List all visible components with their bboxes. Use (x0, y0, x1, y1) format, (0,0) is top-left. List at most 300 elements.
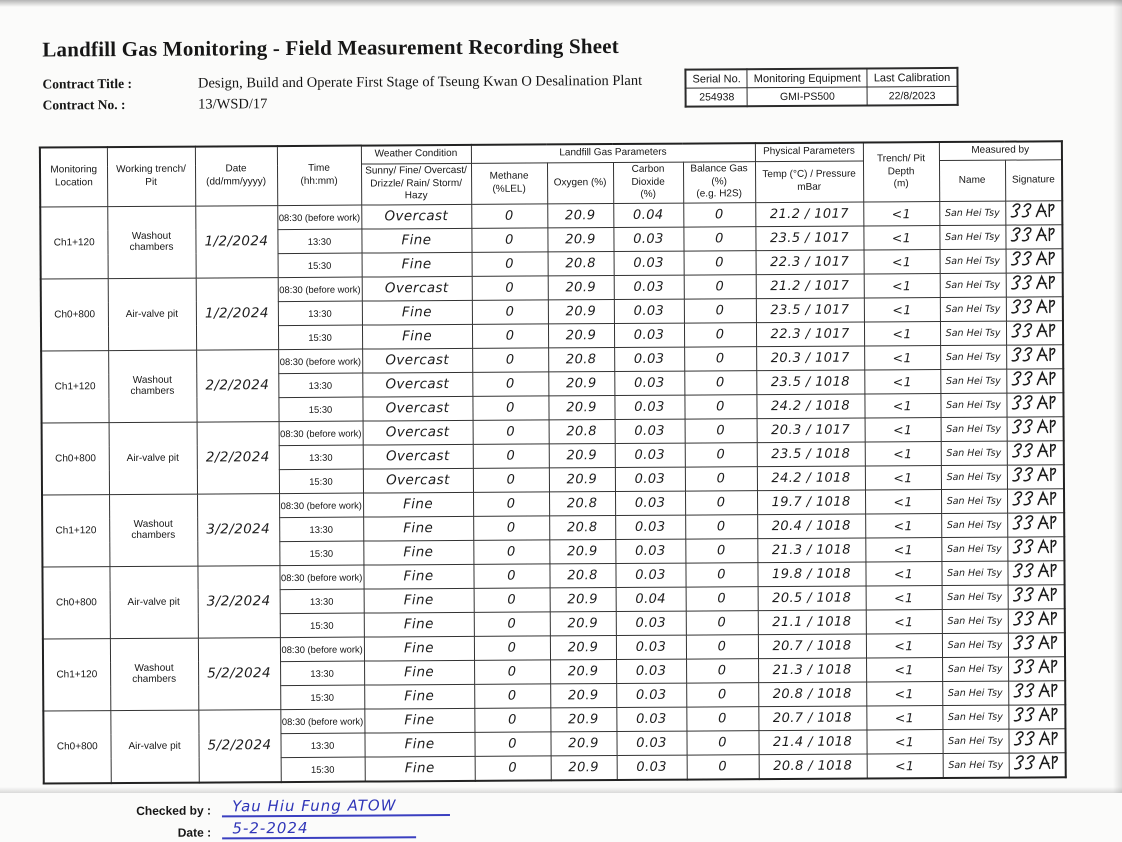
cell-weather: Overcast (362, 348, 472, 373)
cell-time: 13:30 (279, 517, 363, 542)
cell-depth: <1 (863, 225, 939, 249)
signature-scribble (1011, 249, 1057, 267)
signature-scribble (1012, 489, 1058, 507)
cell-time: 13:30 (279, 445, 363, 470)
col-header-depth: Trench/ Pit Depth (m) (863, 142, 939, 201)
cell-methane: 0 (473, 491, 549, 515)
cell-monitoring-location: Ch0+800 (43, 710, 110, 783)
cell-measured-by-name: San Hei Tsy (941, 513, 1007, 537)
cell-time: 15:30 (279, 469, 363, 494)
cell-oxygen: 20.9 (547, 203, 613, 227)
cell-balance-gas: 0 (684, 394, 756, 418)
cell-methane: 0 (473, 515, 549, 539)
cell-time: 13:30 (277, 229, 361, 254)
cell-balance-gas: 0 (685, 514, 757, 538)
cell-time: 08:30 (before work) (279, 421, 363, 446)
cell-depth: <1 (865, 441, 941, 465)
cell-weather: Fine (362, 300, 472, 325)
col-header-measured-by: Measured by (939, 141, 1062, 160)
cell-oxygen: 20.9 (548, 275, 614, 299)
cell-methane: 0 (472, 395, 548, 419)
contract-header (0, 70, 1122, 139)
cell-oxygen: 20.9 (549, 467, 615, 491)
cell-oxygen: 20.9 (548, 299, 614, 323)
cell-balance-gas: 0 (686, 610, 758, 634)
cell-monitoring-location: Ch1+120 (40, 206, 107, 278)
cell-balance-gas: 0 (683, 226, 755, 250)
cell-measured-by-name: San Hei Tsy (942, 705, 1008, 729)
signature-scribble (1011, 345, 1057, 363)
signature-scribble (1013, 561, 1059, 579)
cell-measured-by-name: San Hei Tsy (943, 753, 1009, 778)
cell-weather: Fine (364, 636, 474, 661)
monitoring-tbody (40, 200, 1066, 783)
cell-balance-gas: 0 (686, 658, 758, 682)
cell-temp-pressure: 23.5 / 1018 (756, 369, 864, 394)
cell-time: 08:30 (before work) (279, 565, 363, 590)
cell-temp-pressure: 20.8 / 1018 (759, 753, 867, 778)
cell-signature (1008, 632, 1065, 656)
cell-monitoring-location: Ch0+800 (42, 566, 109, 638)
cell-carbon-dioxide: 0.03 (617, 755, 687, 780)
cell-balance-gas: 0 (684, 298, 756, 322)
contract-no-value: 13/WSD/17 (198, 96, 268, 113)
cell-temp-pressure: 21.3 / 1018 (757, 537, 865, 562)
cell-time: 15:30 (278, 325, 362, 350)
cell-working-trench: Air-valve pit (110, 710, 198, 783)
cell-weather: Overcast (363, 444, 473, 469)
col-header-temp-pressure: Temp (°C) / Pressure mBar (755, 161, 863, 202)
cell-depth: <1 (865, 417, 941, 441)
checked-date-handwritten-value: 5-2-2024 (222, 818, 416, 839)
cell-signature (1007, 464, 1064, 488)
cell-depth: <1 (864, 273, 940, 297)
signature-scribble (1014, 729, 1060, 747)
col-header-methane: Methane (%LEL) (471, 163, 547, 204)
cell-monitoring-location: Ch1+120 (42, 494, 109, 566)
cell-signature (1006, 296, 1063, 320)
cell-oxygen: 20.9 (550, 659, 616, 683)
cell-temp-pressure: 19.7 / 1018 (757, 489, 865, 514)
cell-oxygen: 20.9 (550, 587, 616, 611)
signature-scribble (1011, 297, 1057, 315)
cell-monitoring-location: Ch1+120 (41, 350, 108, 422)
cell-temp-pressure: 20.8 / 1018 (758, 681, 866, 706)
checked-by-handwritten-value: Yau Hiu Fung ATOW (222, 796, 450, 817)
cell-weather: Overcast (363, 468, 473, 493)
cell-measured-by-name: San Hei Tsy (942, 633, 1008, 657)
col-header-oxygen: Oxygen (%) (547, 163, 613, 204)
cell-depth: <1 (866, 633, 942, 657)
cell-balance-gas: 0 (683, 202, 755, 226)
cell-carbon-dioxide: 0.03 (615, 443, 685, 467)
cell-signature (1006, 272, 1063, 296)
cell-methane: 0 (472, 347, 548, 371)
cell-carbon-dioxide: 0.03 (616, 707, 686, 731)
cell-time: 08:30 (before work) (280, 637, 364, 662)
cell-date: 2/2/2024 (196, 349, 278, 421)
date-line (125, 813, 1122, 839)
cell-working-trench: Washout chambers (108, 350, 196, 423)
signature-scribble (1013, 609, 1059, 627)
cell-carbon-dioxide: 0.03 (614, 323, 684, 347)
cell-date: 5/2/2024 (198, 637, 280, 709)
cell-signature (1005, 224, 1062, 248)
monitoring-table (39, 140, 1067, 784)
col-header-date: Date (dd/mm/yyyy) (195, 146, 277, 205)
cell-depth: <1 (863, 201, 939, 225)
cell-temp-pressure: 19.8 / 1018 (757, 561, 865, 586)
cell-measured-by-name: San Hei Tsy (941, 561, 1007, 585)
contract-no-line (43, 91, 1122, 115)
col-header-co2: Carbon Dioxide (%) (613, 162, 683, 203)
cell-methane: 0 (474, 707, 550, 731)
signature-scribble (1013, 585, 1059, 603)
cell-balance-gas: 0 (686, 682, 758, 706)
cell-signature (1006, 368, 1063, 392)
col-header-signature: Signature (1005, 160, 1062, 201)
cell-temp-pressure: 20.7 / 1018 (758, 705, 866, 730)
cell-carbon-dioxide: 0.03 (616, 683, 686, 707)
cell-balance-gas: 0 (686, 586, 758, 610)
cell-weather: Fine (364, 684, 474, 709)
cell-weather: Fine (364, 612, 474, 637)
equipment-calibration-value: 22/8/2023 (867, 86, 957, 105)
signature-scribble (1012, 441, 1058, 459)
cell-measured-by-name: San Hei Tsy (942, 609, 1008, 633)
cell-depth: <1 (866, 609, 942, 633)
cell-methane: 0 (474, 683, 550, 707)
cell-oxygen: 20.9 (550, 731, 616, 755)
cell-temp-pressure: 24.2 / 1018 (756, 393, 864, 418)
cell-measured-by-name: San Hei Tsy (941, 417, 1007, 441)
cell-temp-pressure: 20.4 / 1018 (757, 513, 865, 538)
cell-weather: Overcast (361, 204, 471, 229)
cell-balance-gas: 0 (684, 346, 756, 370)
cell-depth: <1 (866, 705, 942, 729)
cell-signature (1006, 248, 1063, 272)
cell-monitoring-location: Ch0+800 (41, 278, 108, 350)
cell-weather: Fine (364, 708, 474, 733)
equipment-header-calibration: Last Calibration (867, 68, 957, 87)
cell-working-trench: Washout chambers (110, 638, 198, 711)
cell-temp-pressure: 23.5 / 1017 (755, 225, 863, 250)
cell-time: 15:30 (281, 757, 365, 782)
cell-depth: <1 (865, 465, 941, 489)
cell-carbon-dioxide: 0.03 (615, 539, 685, 563)
cell-balance-gas: 0 (685, 538, 757, 562)
cell-measured-by-name: San Hei Tsy (939, 201, 1005, 225)
signature-scribble (1013, 537, 1059, 555)
cell-time: 08:30 (before work) (278, 277, 362, 302)
cell-oxygen: 20.9 (548, 395, 614, 419)
cell-oxygen: 20.9 (549, 443, 615, 467)
cell-signature (1005, 200, 1062, 224)
cell-measured-by-name: San Hei Tsy (941, 537, 1007, 561)
cell-methane: 0 (474, 659, 550, 683)
cell-date: 1/2/2024 (195, 205, 277, 277)
cell-signature (1008, 608, 1065, 632)
cell-balance-gas: 0 (686, 730, 758, 754)
cell-signature (1008, 704, 1065, 728)
col-header-weather: Weather Condition (361, 145, 471, 164)
cell-temp-pressure: 23.5 / 1017 (756, 297, 864, 322)
cell-carbon-dioxide: 0.04 (613, 203, 683, 227)
cell-oxygen: 20.8 (549, 419, 615, 443)
cell-carbon-dioxide: 0.03 (616, 611, 686, 635)
cell-depth: <1 (864, 297, 940, 321)
cell-carbon-dioxide: 0.03 (614, 275, 684, 299)
cell-weather: Overcast (362, 276, 472, 301)
cell-signature (1008, 656, 1065, 680)
cell-methane: 0 (471, 227, 547, 251)
cell-methane: 0 (472, 371, 548, 395)
cell-signature (1006, 392, 1063, 416)
cell-oxygen: 20.9 (547, 227, 613, 251)
signature-scribble (1014, 705, 1060, 723)
cell-temp-pressure: 21.3 / 1018 (758, 657, 866, 682)
cell-measured-by-name: San Hei Tsy (940, 369, 1006, 393)
cell-depth: <1 (865, 537, 941, 561)
cell-balance-gas: 0 (685, 490, 757, 514)
signature-scribble (1012, 393, 1058, 411)
cell-time: 08:30 (before work) (277, 205, 361, 230)
cell-temp-pressure: 20.3 / 1017 (756, 345, 864, 370)
signature-scribble (1011, 201, 1057, 219)
cell-carbon-dioxide: 0.03 (615, 467, 685, 491)
cell-measured-by-name: San Hei Tsy (942, 729, 1008, 753)
cell-depth: <1 (864, 345, 940, 369)
cell-oxygen: 20.9 (550, 707, 616, 731)
cell-signature (1008, 584, 1065, 608)
cell-methane: 0 (474, 731, 550, 755)
signature-scribble (1012, 417, 1058, 435)
page-title: Landfill Gas Monitoring - Field Measurement Recording Sheet (42, 33, 619, 62)
cell-measured-by-name: San Hei Tsy (941, 489, 1007, 513)
cell-oxygen: 20.8 (548, 347, 614, 371)
cell-signature (1007, 560, 1064, 584)
cell-signature (1007, 536, 1064, 560)
cell-working-trench: Air-valve pit (108, 278, 196, 351)
cell-carbon-dioxide: 0.03 (616, 731, 686, 755)
cell-measured-by-name: San Hei Tsy (940, 297, 1006, 321)
cell-measured-by-name: San Hei Tsy (941, 441, 1007, 465)
col-header-weather-options: Sunny/ Fine/ Overcast/ Drizzle/ Rain/ Storm/ Hazy (361, 163, 471, 204)
cell-balance-gas: 0 (685, 466, 757, 490)
cell-working-trench: Washout chambers (109, 494, 197, 567)
cell-temp-pressure: 22.3 / 1017 (756, 249, 864, 274)
cell-carbon-dioxide: 0.03 (614, 347, 684, 371)
cell-weather: Fine (364, 588, 474, 613)
cell-depth: <1 (864, 369, 940, 393)
cell-time: 13:30 (280, 733, 364, 758)
cell-carbon-dioxide: 0.03 (615, 491, 685, 515)
cell-depth: <1 (865, 489, 941, 513)
cell-temp-pressure: 21.4 / 1018 (758, 729, 866, 754)
cell-time: 13:30 (280, 661, 364, 686)
cell-weather: Overcast (362, 396, 472, 421)
cell-temp-pressure: 21.2 / 1017 (756, 273, 864, 298)
col-header-time: Time (hh:mm) (277, 146, 361, 206)
cell-date: 3/2/2024 (197, 493, 279, 565)
cell-temp-pressure: 24.2 / 1018 (757, 465, 865, 490)
cell-date: 2/2/2024 (197, 421, 279, 493)
cell-carbon-dioxide: 0.03 (615, 419, 685, 443)
signature-scribble (1011, 321, 1057, 339)
cell-time: 15:30 (278, 253, 362, 278)
cell-weather: Fine (363, 540, 473, 565)
cell-methane: 0 (473, 419, 549, 443)
contract-no-label: Contract No. : (42, 97, 126, 113)
cell-weather: Fine (364, 732, 474, 757)
cell-depth: <1 (865, 561, 941, 585)
cell-carbon-dioxide: 0.03 (613, 227, 683, 251)
cell-carbon-dioxide: 0.03 (615, 515, 685, 539)
cell-balance-gas: 0 (684, 250, 756, 274)
signature-scribble (1011, 225, 1057, 243)
cell-measured-by-name: San Hei Tsy (940, 345, 1006, 369)
cell-methane: 0 (474, 611, 550, 635)
cell-weather: Fine (361, 228, 471, 253)
equipment-value-row (686, 86, 958, 106)
col-header-gas-group: Landfill Gas Parameters (471, 143, 755, 163)
cell-depth: <1 (864, 393, 940, 417)
cell-methane: 0 (473, 467, 549, 491)
cell-depth: <1 (866, 657, 942, 681)
cell-balance-gas: 0 (684, 370, 756, 394)
cell-carbon-dioxide: 0.03 (614, 371, 684, 395)
cell-oxygen: 20.8 (549, 563, 615, 587)
cell-time: 13:30 (278, 373, 362, 398)
cell-signature (1007, 512, 1064, 536)
cell-methane: 0 (474, 587, 550, 611)
cell-temp-pressure: 20.7 / 1018 (758, 633, 866, 658)
cell-monitoring-location: Ch1+120 (43, 638, 110, 710)
cell-depth: <1 (867, 753, 943, 778)
cell-oxygen: 20.9 (550, 683, 616, 707)
cell-temp-pressure: 21.1 / 1018 (758, 609, 866, 634)
cell-balance-gas: 0 (685, 418, 757, 442)
cell-oxygen: 20.9 (549, 539, 615, 563)
cell-working-trench: Washout chambers (107, 206, 195, 279)
cell-balance-gas: 0 (685, 562, 757, 586)
cell-carbon-dioxide: 0.04 (616, 587, 686, 611)
cell-time: 08:30 (before work) (278, 349, 362, 374)
cell-depth: <1 (865, 513, 941, 537)
cell-time: 15:30 (280, 685, 364, 710)
signature-scribble (1013, 657, 1059, 675)
cell-measured-by-name: San Hei Tsy (942, 585, 1008, 609)
cell-measured-by-name: San Hei Tsy (942, 657, 1008, 681)
cell-temp-pressure: 23.5 / 1018 (757, 441, 865, 466)
cell-weather: Overcast (363, 420, 473, 445)
cell-measured-by-name: San Hei Tsy (940, 321, 1006, 345)
cell-methane: 0 (473, 563, 549, 587)
cell-time: 15:30 (279, 541, 363, 566)
cell-balance-gas: 0 (686, 634, 758, 658)
cell-temp-pressure: 20.5 / 1018 (758, 585, 866, 610)
cell-oxygen: 20.9 (550, 635, 616, 659)
cell-methane: 0 (472, 323, 548, 347)
equipment-table (684, 67, 958, 108)
col-header-working-trench: Working trench/ Pit (107, 147, 195, 207)
signature-scribble (1012, 465, 1058, 483)
col-header-physical-group: Physical Parameters (755, 143, 863, 162)
col-header-balance-gas: Balance Gas (%) (e.g. H2S) (683, 162, 755, 203)
contract-title-value: Design, Build and Operate First Stage of Tseung Kwan O Desalination Plant (197, 72, 643, 92)
cell-oxygen: 20.8 (549, 491, 615, 515)
cell-depth: <1 (866, 681, 942, 705)
cell-weather: Fine (363, 492, 473, 517)
cell-balance-gas: 0 (685, 442, 757, 466)
equipment-header-serial: Serial No. (685, 69, 747, 88)
equipment-serial-value: 254938 (686, 88, 748, 107)
cell-methane: 0 (472, 299, 548, 323)
cell-balance-gas: 0 (687, 754, 759, 779)
equipment-header-equipment: Monitoring Equipment (747, 68, 867, 87)
col-header-monitoring-location: Monitoring Location (40, 147, 107, 206)
cell-depth: <1 (866, 585, 942, 609)
cell-date: 1/2/2024 (196, 277, 278, 349)
cell-signature (1009, 752, 1066, 777)
cell-weather: Fine (362, 324, 472, 349)
cell-methane: 0 (474, 635, 550, 659)
equipment-header-row (685, 68, 957, 88)
cell-time: 13:30 (280, 589, 364, 614)
signature-scribble (1013, 681, 1059, 699)
cell-carbon-dioxide: 0.03 (616, 659, 686, 683)
cell-weather: Fine (363, 564, 473, 589)
cell-weather: Fine (363, 516, 473, 541)
cell-carbon-dioxide: 0.03 (615, 563, 685, 587)
footer-check-block (125, 791, 1122, 839)
cell-methane: 0 (473, 443, 549, 467)
cell-time: 08:30 (before work) (279, 493, 363, 518)
cell-measured-by-name: San Hei Tsy (939, 225, 1005, 249)
cell-methane: 0 (475, 755, 551, 780)
cell-time: 08:30 (before work) (280, 709, 364, 734)
cell-depth: <1 (866, 729, 942, 753)
cell-time: 15:30 (280, 613, 364, 638)
cell-temp-pressure: 20.3 / 1017 (757, 417, 865, 442)
checked-date-label: Date : (177, 824, 212, 840)
cell-methane: 0 (471, 203, 547, 227)
cell-carbon-dioxide: 0.03 (614, 395, 684, 419)
cell-measured-by-name: San Hei Tsy (940, 393, 1006, 417)
contract-title-line (42, 70, 1122, 94)
cell-time: 15:30 (278, 397, 362, 422)
cell-oxygen: 20.9 (548, 323, 614, 347)
cell-signature (1008, 728, 1065, 752)
cell-weather: Fine (362, 252, 472, 277)
cell-oxygen: 20.9 (550, 611, 616, 635)
cell-weather: Fine (364, 660, 474, 685)
cell-balance-gas: 0 (684, 274, 756, 298)
cell-oxygen: 20.9 (551, 755, 617, 780)
cell-signature (1007, 416, 1064, 440)
cell-temp-pressure: 21.2 / 1017 (755, 202, 863, 227)
cell-balance-gas: 0 (686, 706, 758, 730)
signature-scribble (1013, 633, 1059, 651)
cell-date: 3/2/2024 (197, 565, 279, 637)
signature-scribble (1012, 369, 1058, 387)
cell-methane: 0 (472, 275, 548, 299)
cell-measured-by-name: San Hei Tsy (942, 681, 1008, 705)
cell-signature (1007, 440, 1064, 464)
cell-monitoring-location: Ch0+800 (42, 422, 109, 494)
cell-carbon-dioxide: 0.03 (614, 299, 684, 323)
cell-time: 13:30 (278, 301, 362, 326)
